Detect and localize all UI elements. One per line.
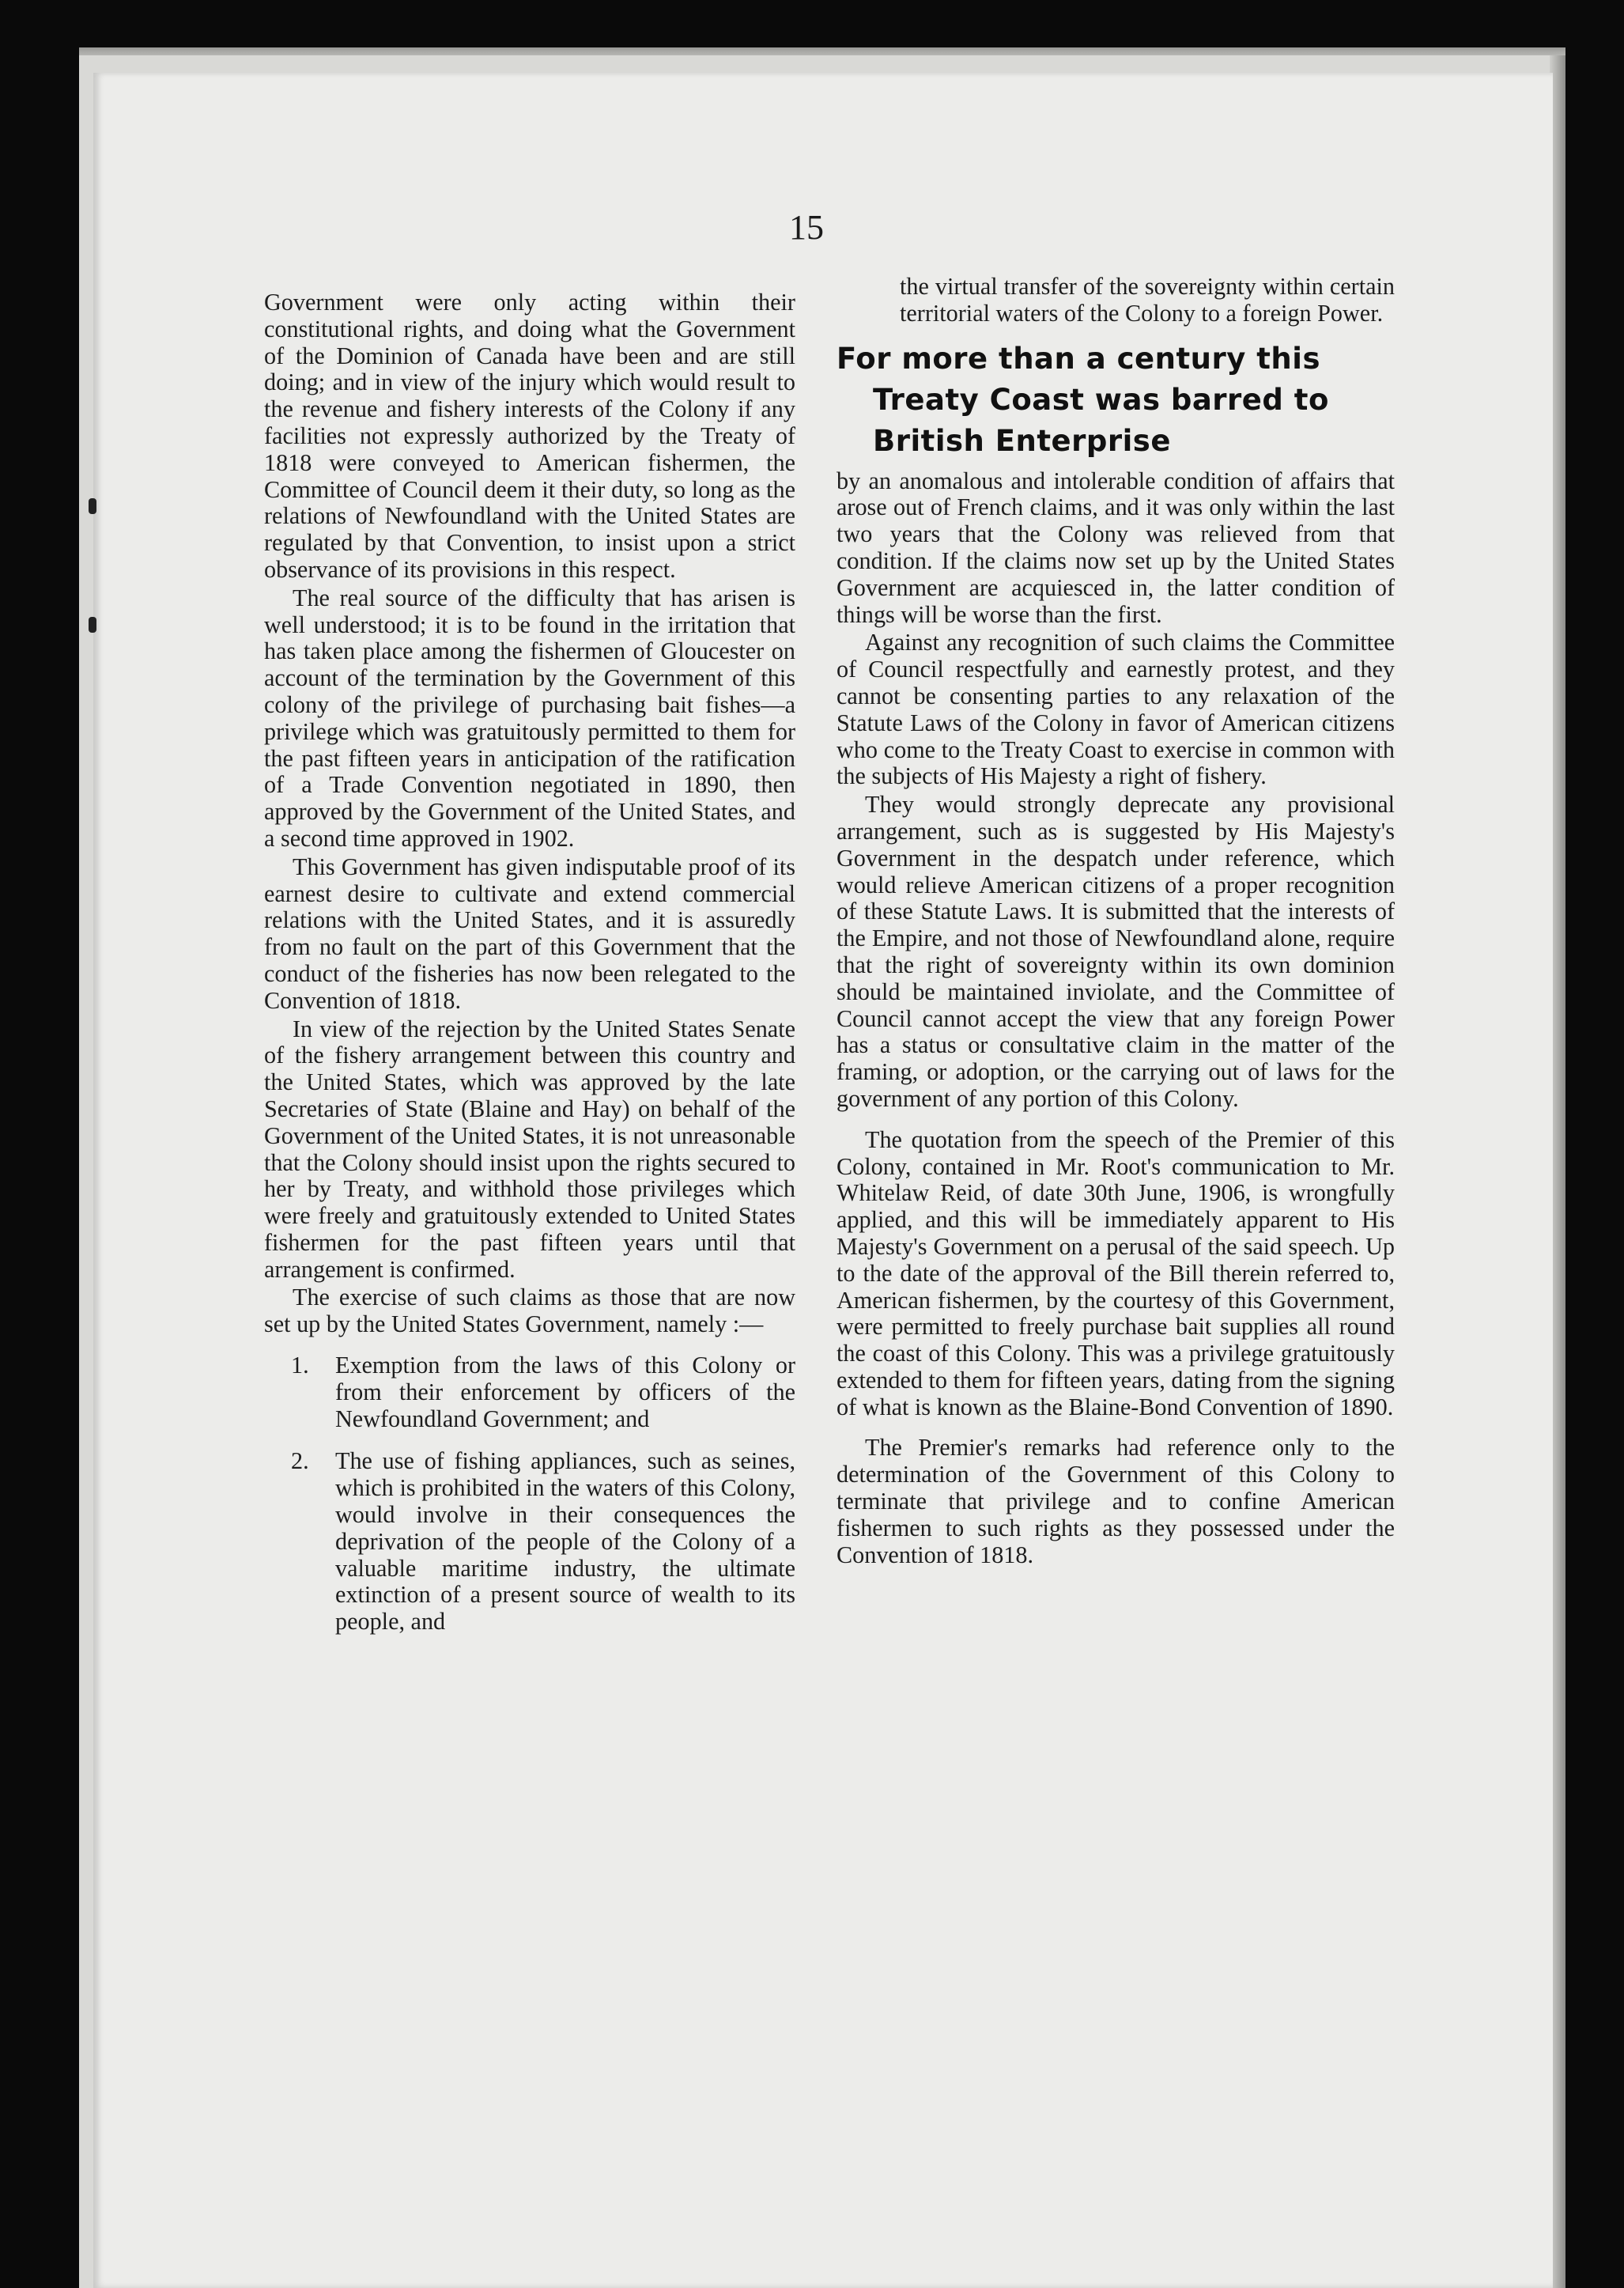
- paragraph: They would strongly deprecate any provisional arrangement, such as is suggested by His Majesty's Government in the despatch under reference, which would relieve American citizens of a proper recognition of these Statute Laws. It is submitted that the interests of the Empire, and not those of Newfoundland alone, require that the right of sovereignty within its own dominion should be maintained inviolate, and the Committee of Council cannot accept the view that any foreign Power has a status or consultative claim in the matter of the framing, or adoption, or the carrying out of laws for the government of any portion of this Colony.: [837, 791, 1395, 1112]
- list-item: [264, 1448, 795, 1636]
- paragraph: The real source of the difficulty that has arisen is well understood; it is to be found in the irritation that has taken place among the fishermen of Gloucester on account of the termination by the Government of this colony of the privilege of purchasing bait fishes—a privilege which was gratuitously permitted to them for the past fifteen years in anticipation of the ratification of a Trade Convention negotiated in 1890, then approved by the Government of the United States, and a second time approved in 1902.: [264, 584, 795, 852]
- paragraph: Government were only acting within their constitutional rights, and doing what the Government of the Dominion of Canada have been and are still doing; and in view of the injury which would result to the revenue and fishery interests of the Colony if any facilities not expressly authorized by the Treaty of 1818 were conveyed to American fishermen, the Committee of Council deem it their duty, so long as the relations of Newfoundland with the United States are regulated by that Convention, to insist upon a strict observance of its provisions in this respect.: [264, 289, 795, 583]
- heading-line: Treaty Coast was barred to: [873, 382, 1329, 417]
- paragraph: In view of the rejection by the United States Senate of the fishery arrangement between this country and the United States, which was approved by the late Secretaries of State (Blaine and Hay) on behalf of the Government of the United States, it is not unreasonable that the Colony should insist upon the rights secured to her by Treaty, and withhold those privileges which were freely and gratuitously extended to United States fishermen for the past fifteen years until that arrangement is confirmed.: [264, 1015, 795, 1283]
- paragraph: the virtual transfer of the sovereignty within certain territorial waters of the Colony to a foreign Power.: [900, 273, 1395, 327]
- list-number: 1.: [291, 1352, 309, 1379]
- paragraph: Against any recognition of such claims the Committee of Council respectfully and earnestly protest, and they cannot be consenting parties to any relaxation of the Statute Laws of the Colony in favor of American citizens who come to the Treaty Coast to exercise in common with the subjects of His Majesty a right of fishery.: [837, 629, 1395, 790]
- list-item: [264, 1352, 795, 1432]
- heading-line: British Enterprise: [873, 423, 1171, 458]
- paragraph: by an anomalous and intolerable condition of affairs that arose out of French claims, and it was only within the last two years that the Colony was relieved from that condition. If the claims now set up by the United States Government are acquiesced in, the latter condition of things will be worse than the first.: [837, 467, 1395, 628]
- paragraph: This Government has given indisputable proof of its earnest desire to cultivate and extend commercial relations with the United States, and it is assuredly from no fault on the part of this Government that the conduct of the fisheries has now been relegated to the Convention of 1818.: [264, 853, 795, 1014]
- section-heading: [837, 338, 1395, 462]
- list-text: The use of fishing appliances, such as seines, which is prohibited in the waters of this Colony, would involve in their consequences the deprivation of the people of the Colony of a valuable maritime industry, the ultimate extinction of a present source of wealth to its people, and: [335, 1447, 795, 1636]
- binding-mark: [89, 617, 96, 633]
- list-text: Exemption from the laws of this Colony or from their enforcement by officers of the Newfoundland Government; and: [335, 1352, 795, 1432]
- paragraph: The exercise of such claims as those that are now set up by the United States Government, namely :—: [264, 1284, 795, 1338]
- right-column: [837, 274, 1395, 1568]
- binding-mark: [89, 498, 96, 514]
- heading-line: For more than a century this: [837, 341, 1320, 376]
- paragraph: The quotation from the speech of the Premier of this Colony, contained in Mr. Root's communication to Mr. Whitelaw Reid, of date 30th June, 1906, is wrongfully applied, and this will be immediately apparent to His Majesty's Government on a perusal of the said speech. Up to the date of the approval of the Bill therein referred to, American fishermen, by the courtesy of this Government, were permitted to freely purchase bait supplies all round the coast of this Colony. This was a privilege gratuitously extended to them for fifteen years, dating from the signing of what is known as the Blaine-Bond Convention of 1890.: [837, 1125, 1395, 1420]
- list-number: 2.: [291, 1447, 309, 1475]
- paragraph: The Premier's remarks had reference only to the determination of the Government of this Colony to terminate that privilege and to confine American fishermen to such rights as they possessed under the Convention of 1818.: [837, 1434, 1395, 1568]
- page-number: 15: [789, 208, 824, 247]
- left-column: [264, 289, 795, 1651]
- numbered-list: [264, 1352, 795, 1636]
